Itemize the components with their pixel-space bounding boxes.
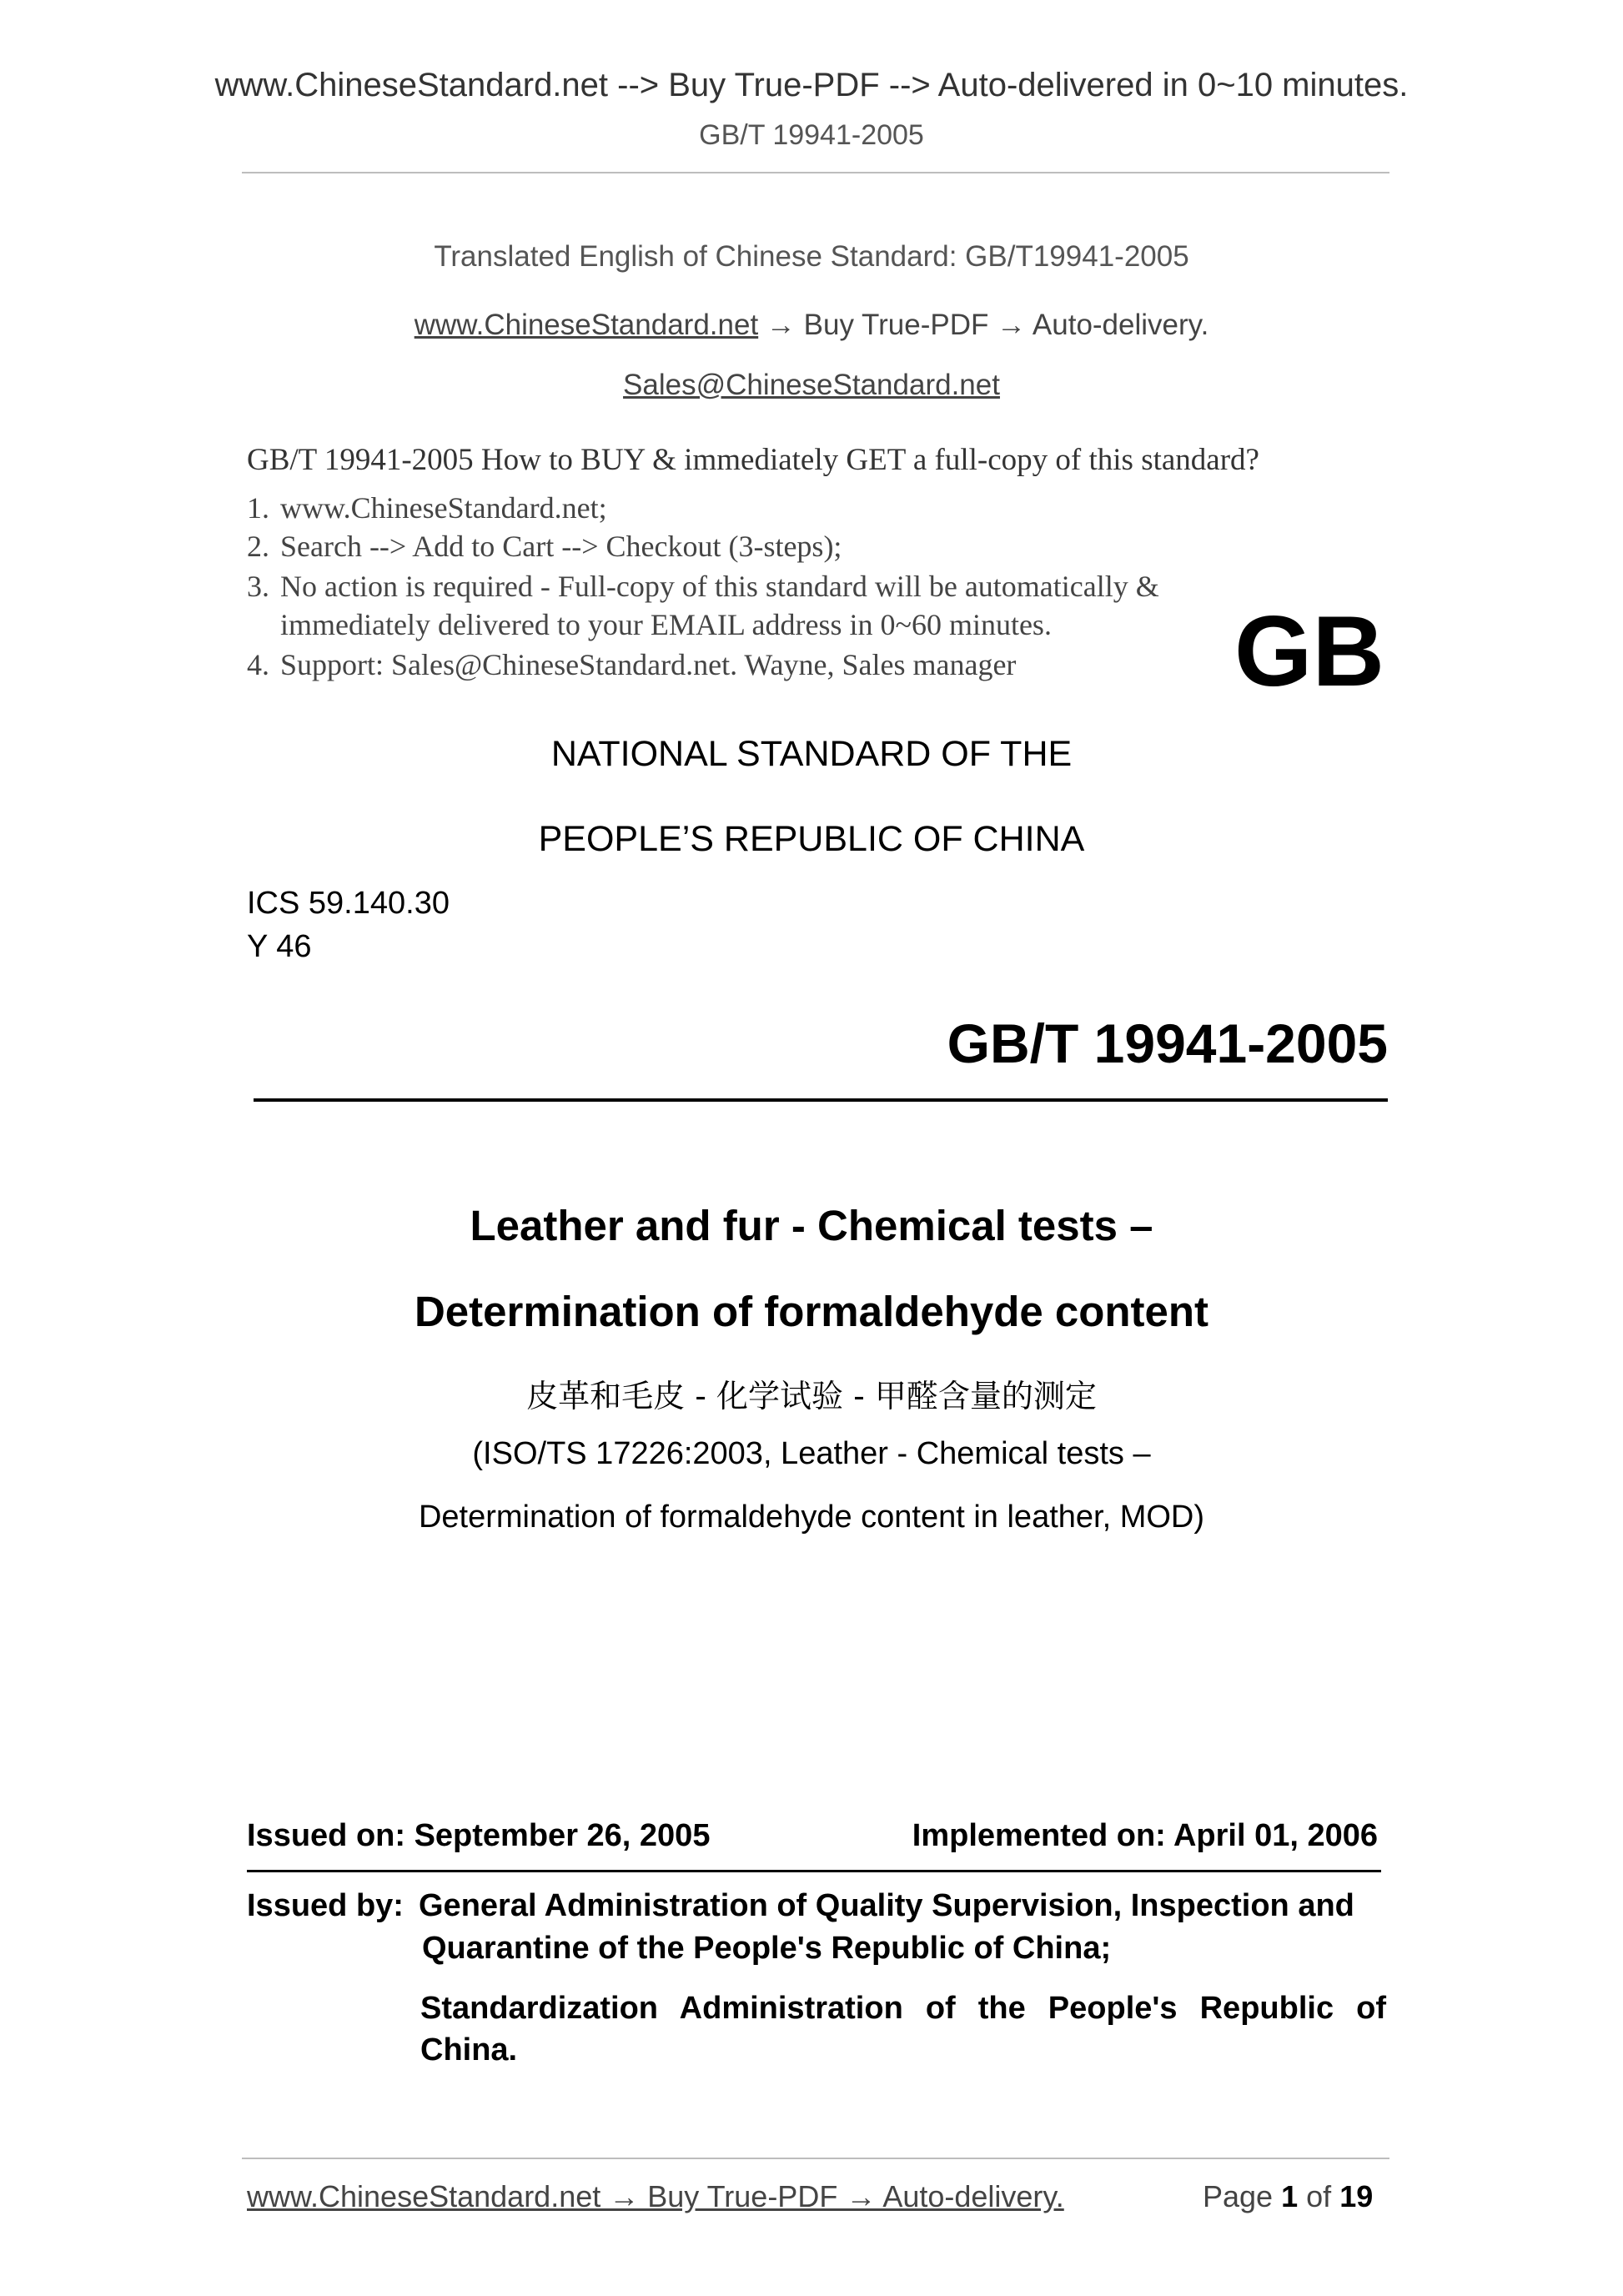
iso-reference-line1: (ISO/TS 17226:2003, Leather - Chemical tests – <box>472 1436 1151 1471</box>
issuer-org1-line1: General Administration of Quality Supervision, Inspection and <box>419 1888 1354 1923</box>
page-of: of <box>1306 2179 1332 2213</box>
step-text: www.ChineseStandard.net; <box>280 491 607 525</box>
header-divider <box>242 172 1389 173</box>
standard-number: GB/T 19941-2005 <box>947 1012 1388 1074</box>
arrow-icon: → <box>766 309 796 341</box>
howto-step <box>247 647 1016 682</box>
issued-by-label: Issued by: <box>247 1888 404 1923</box>
header-standard-code: GB/T 19941-2005 <box>699 119 924 151</box>
issuer-org2-line1: Standardization Administration of the People's Republic of <box>420 1991 1386 2026</box>
howto-question: GB/T 19941-2005 How to BUY & immediately GET a full-copy of this standard? <box>247 443 1259 477</box>
page-number <box>1203 2179 1373 2214</box>
footer-divider <box>242 2158 1389 2159</box>
buy-text: Buy True-PDF <box>803 309 989 341</box>
national-standard-line1: NATIONAL STANDARD OF THE <box>550 734 1073 774</box>
step-number: 2. <box>247 530 269 563</box>
step-text: immediately delivered to your EMAIL address in 0~60 minutes. <box>280 608 1052 641</box>
issuer-org1-line2: Quarantine of the People's Republic of China; <box>422 1931 1112 1966</box>
issuer-org2-line2: China. <box>420 2032 518 2067</box>
howto-step <box>247 529 842 564</box>
howto-step <box>247 569 1159 604</box>
title-cn: 皮革和毛皮 - 化学试验 - 甲醛含量的测定 <box>526 1378 1097 1414</box>
national-standard-line2: PEOPLE’S REPUBLIC OF CHINA <box>538 819 1085 859</box>
step-number: 3. <box>247 570 269 603</box>
header-banner: www.ChineseStandard.net --> Buy True-PDF --> Auto-delivered in 0~10 minutes. <box>214 67 1409 103</box>
iso-reference-line2: Determination of formaldehyde content in leather, MOD) <box>418 1500 1205 1535</box>
promo-line <box>0 309 1623 342</box>
page-total: 19 <box>1339 2179 1374 2213</box>
translated-notice: Translated English of Chinese Standard: GB/T19941-2005 <box>434 240 1189 273</box>
title-en-line2: Determination of formaldehyde content <box>414 1288 1209 1335</box>
sales-email-link[interactable]: Sales@ChineseStandard.net <box>623 369 1000 401</box>
howto-step <box>247 490 607 525</box>
title-divider <box>254 1098 1388 1102</box>
step-text: No action is required - Full-copy of this standard will be automatically & <box>280 570 1159 603</box>
dates-divider <box>247 1870 1381 1872</box>
step-text: Support: Sales@ChineseStandard.net. Wayne, Sales manager <box>280 648 1017 681</box>
issued-on-date: Issued on: September 26, 2005 <box>247 1818 711 1853</box>
step-number: 1. <box>247 491 269 525</box>
footer-link[interactable]: www.ChineseStandard.net → Buy True-PDF → Auto-delivery. <box>247 2179 1064 2213</box>
gb-logo: GB <box>1234 595 1384 707</box>
ics-code: ICS 59.140.30 <box>247 886 450 921</box>
implemented-on-date: Implemented on: April 01, 2006 <box>912 1818 1378 1853</box>
sales-email-line <box>0 369 1623 402</box>
y-code: Y 46 <box>247 929 312 964</box>
page-current: 1 <box>1281 2179 1299 2213</box>
step-text: Search --> Add to Cart --> Checkout (3-steps); <box>280 530 842 563</box>
step-number: 4. <box>247 648 269 681</box>
title-en-line1: Leather and fur - Chemical tests – <box>470 1202 1153 1249</box>
site-link[interactable]: www.ChineseStandard.net <box>414 309 759 341</box>
page-prefix: Page <box>1203 2179 1274 2213</box>
howto-step-continuation <box>247 607 1052 642</box>
arrow-icon: → <box>997 309 1027 341</box>
delivery-text: Auto-delivery. <box>1032 309 1209 341</box>
